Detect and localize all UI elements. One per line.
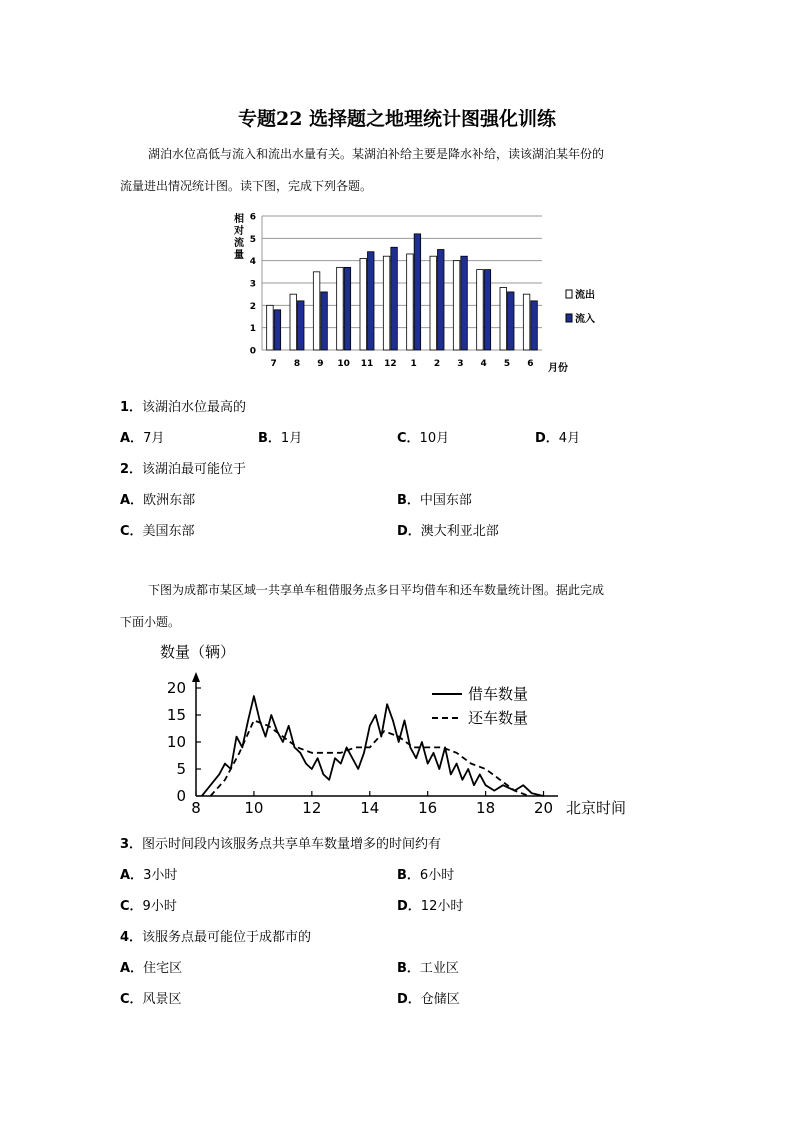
outflow-bar-3	[453, 261, 460, 350]
chart1-xlabel: 月份	[548, 363, 568, 374]
chart2-legend	[432, 685, 528, 727]
inflow-bar-12	[391, 247, 398, 350]
chart2-y-tick: 5	[176, 760, 186, 778]
chart2-x-tick: 14	[360, 799, 380, 817]
chart2-y-tick: 15	[166, 706, 186, 724]
q2-option-c[interactable]	[120, 520, 195, 539]
outflow-bar-7	[267, 305, 274, 350]
outflow-bar-5	[500, 287, 507, 350]
q1-option-d[interactable]	[535, 427, 580, 446]
option-text: 欧洲东部	[143, 493, 196, 508]
inflow-bar-1	[414, 234, 421, 350]
return-count-line	[211, 720, 530, 796]
q4-option-c[interactable]	[120, 988, 182, 1007]
question-3	[120, 833, 441, 852]
chart1-y-tick: 1	[249, 324, 256, 335]
option-letter: A．	[120, 868, 144, 883]
legend-return-label: 还车数量	[468, 709, 529, 727]
chart2-x-tick: 20	[533, 799, 554, 817]
chart2-x-tick: 18	[476, 799, 496, 817]
q4-option-b[interactable]	[397, 957, 459, 976]
legend-inflow-swatch	[566, 314, 572, 322]
chart1-x-tick: 3	[457, 359, 464, 369]
inflow-bar-4	[484, 270, 491, 350]
option-text: 3小时	[143, 868, 178, 883]
chart2-x-tick-labels	[191, 799, 553, 817]
chart1-y-tick: 5	[249, 234, 256, 245]
q3-option-b[interactable]	[397, 864, 454, 883]
q3-option-d[interactable]	[397, 895, 463, 914]
inflow-bar-7	[274, 310, 281, 350]
option-letter: B．	[397, 961, 420, 976]
option-letter: D．	[535, 431, 559, 446]
q2-option-b[interactable]	[397, 489, 472, 508]
lake-flow-chart	[226, 208, 606, 380]
chart2-x-tick: 8	[191, 799, 201, 817]
inflow-bar-3	[461, 256, 468, 350]
chart2-xlabel: 北京时间	[566, 799, 627, 817]
chart1-y-tick: 3	[249, 279, 256, 290]
option-letter: C．	[120, 992, 143, 1007]
option-letter: A．	[120, 493, 144, 508]
chart1-x-tick: 11	[360, 359, 374, 369]
option-text: 10月	[419, 431, 450, 446]
chart1-x-tick: 4	[480, 359, 487, 369]
question-number: 4．	[120, 930, 143, 945]
outflow-bar-8	[290, 294, 297, 350]
chart2-y-tick: 10	[166, 733, 186, 751]
option-text: 12小时	[420, 899, 464, 914]
chart2-y-tick: 20	[166, 679, 186, 697]
legend-borrow-label: 借车数量	[468, 685, 529, 703]
inflow-bar-8	[298, 301, 305, 350]
q3-option-c[interactable]	[120, 895, 177, 914]
chart1-ylabel-char: 相	[234, 214, 244, 225]
outflow-bar-2	[430, 256, 437, 350]
option-text: 工业区	[419, 961, 459, 976]
chart1-x-tick-labels	[271, 359, 534, 369]
inflow-bar-2	[438, 250, 445, 351]
option-letter: B．	[258, 431, 281, 446]
chart1-legend	[566, 288, 595, 325]
option-text: 中国东部	[419, 493, 472, 508]
chart2-x-tick: 10	[244, 799, 264, 817]
option-letter: C．	[120, 899, 143, 914]
outflow-bar-11	[360, 258, 367, 350]
q2-option-d[interactable]	[397, 520, 499, 539]
question-number: 3．	[120, 837, 143, 852]
inflow-bar-9	[321, 292, 328, 350]
option-letter: B．	[397, 493, 420, 508]
option-text: 住宅区	[143, 961, 183, 976]
q1-option-b[interactable]	[258, 427, 302, 446]
question-text: 图示时间段内该服务点共享单车数量增多的时间约有	[142, 837, 442, 852]
q3-option-a[interactable]	[120, 864, 177, 883]
inflow-bar-11	[368, 252, 375, 350]
chart2-x-tick: 16	[418, 799, 438, 817]
option-letter: D．	[397, 899, 421, 914]
question-text: 该湖泊最可能位于	[142, 462, 247, 477]
chart1-x-tick: 10	[337, 359, 350, 369]
chart1-ylabel-char: 流	[234, 238, 244, 249]
option-text: 7月	[143, 431, 165, 446]
option-letter: A．	[120, 961, 144, 976]
chart1-y-tick: 0	[249, 346, 256, 357]
outflow-bar-1	[407, 254, 414, 350]
option-text: 风景区	[142, 992, 182, 1007]
option-letter: C．	[120, 524, 143, 539]
question-number: 2．	[120, 462, 143, 477]
chart1-ylabel	[233, 212, 244, 261]
chart1-y-tick: 4	[249, 257, 256, 268]
chart2-y-tick: 0	[176, 787, 186, 805]
chart1-x-tick: 8	[293, 359, 301, 369]
bike-share-chart	[156, 638, 646, 820]
outflow-bar-10	[337, 267, 344, 350]
option-letter: C．	[397, 431, 420, 446]
question-text: 该湖泊水位最高的	[142, 400, 247, 415]
option-text: 1月	[280, 431, 303, 446]
option-text: 4月	[558, 431, 581, 446]
chart1-x-tick: 12	[384, 359, 397, 369]
option-letter: B．	[397, 868, 420, 883]
q1-option-a[interactable]	[120, 427, 164, 446]
q2-option-a[interactable]	[120, 489, 195, 508]
option-text: 9小时	[142, 899, 177, 914]
outflow-bar-9	[313, 272, 320, 350]
passage-1-line-2: 流量进出情况统计图。读下图，完成下列各题。	[120, 179, 373, 193]
option-text: 6小时	[419, 868, 455, 883]
chart1-x-tick: 2	[433, 359, 441, 369]
chart1-x-tick: 6	[527, 359, 534, 369]
outflow-bar-6	[523, 294, 530, 350]
chart1-y-tick: 6	[249, 212, 256, 223]
question-1	[120, 396, 246, 415]
q1-option-c[interactable]	[397, 427, 449, 446]
chart2-x-tick: 12	[302, 799, 322, 817]
chart1-x-tick: 1	[410, 359, 417, 369]
chart2-ylabel: 数量（辆）	[160, 643, 236, 661]
page-title: 专题22 选择题之地理统计图强化训练	[237, 108, 557, 130]
legend-outflow-label: 流出	[575, 290, 595, 301]
chart1-bars	[267, 234, 538, 350]
chart1-ylabel-char: 量	[234, 250, 244, 261]
option-letter: D．	[397, 992, 421, 1007]
inflow-bar-6	[531, 301, 538, 350]
option-text: 美国东部	[142, 524, 195, 539]
legend-inflow-label: 流入	[575, 314, 595, 325]
inflow-bar-10	[344, 267, 351, 350]
passage-1-line-1: 湖泊水位高低与流入和流出水量有关。某湖泊补给主要是降水补给，读该湖泊某年份的	[148, 147, 605, 161]
question-text: 该服务点最可能位于成都市的	[142, 930, 312, 945]
option-text: 仓储区	[420, 992, 460, 1007]
chart1-y-tick: 2	[249, 301, 256, 312]
passage-2-line-2: 下面小题。	[120, 615, 181, 629]
inflow-bar-5	[508, 292, 515, 350]
chart1-x-tick: 5	[503, 359, 511, 369]
outflow-bar-4	[477, 270, 484, 350]
question-2	[120, 458, 246, 477]
chart1-ylabel-char: 对	[234, 226, 244, 237]
question-4	[120, 926, 311, 945]
chart2-y-arrow	[192, 672, 200, 682]
chart1-y-tick-labels	[250, 213, 256, 357]
chart1-x-tick: 9	[317, 359, 324, 369]
chart1-x-tick: 7	[270, 359, 277, 369]
chart2-y-tick-labels	[167, 679, 186, 805]
question-number: 1．	[120, 400, 143, 415]
option-letter: A．	[120, 431, 144, 446]
q4-option-d[interactable]	[397, 988, 460, 1007]
option-letter: D．	[397, 524, 421, 539]
q4-option-a[interactable]	[120, 957, 182, 976]
outflow-bar-12	[383, 256, 390, 350]
passage-2-line-1: 下图为成都市某区域一共享单车租借服务点多日平均借车和还车数量统计图。据此完成	[148, 583, 605, 597]
legend-outflow-swatch	[566, 290, 572, 298]
option-text: 澳大利亚北部	[420, 524, 499, 539]
